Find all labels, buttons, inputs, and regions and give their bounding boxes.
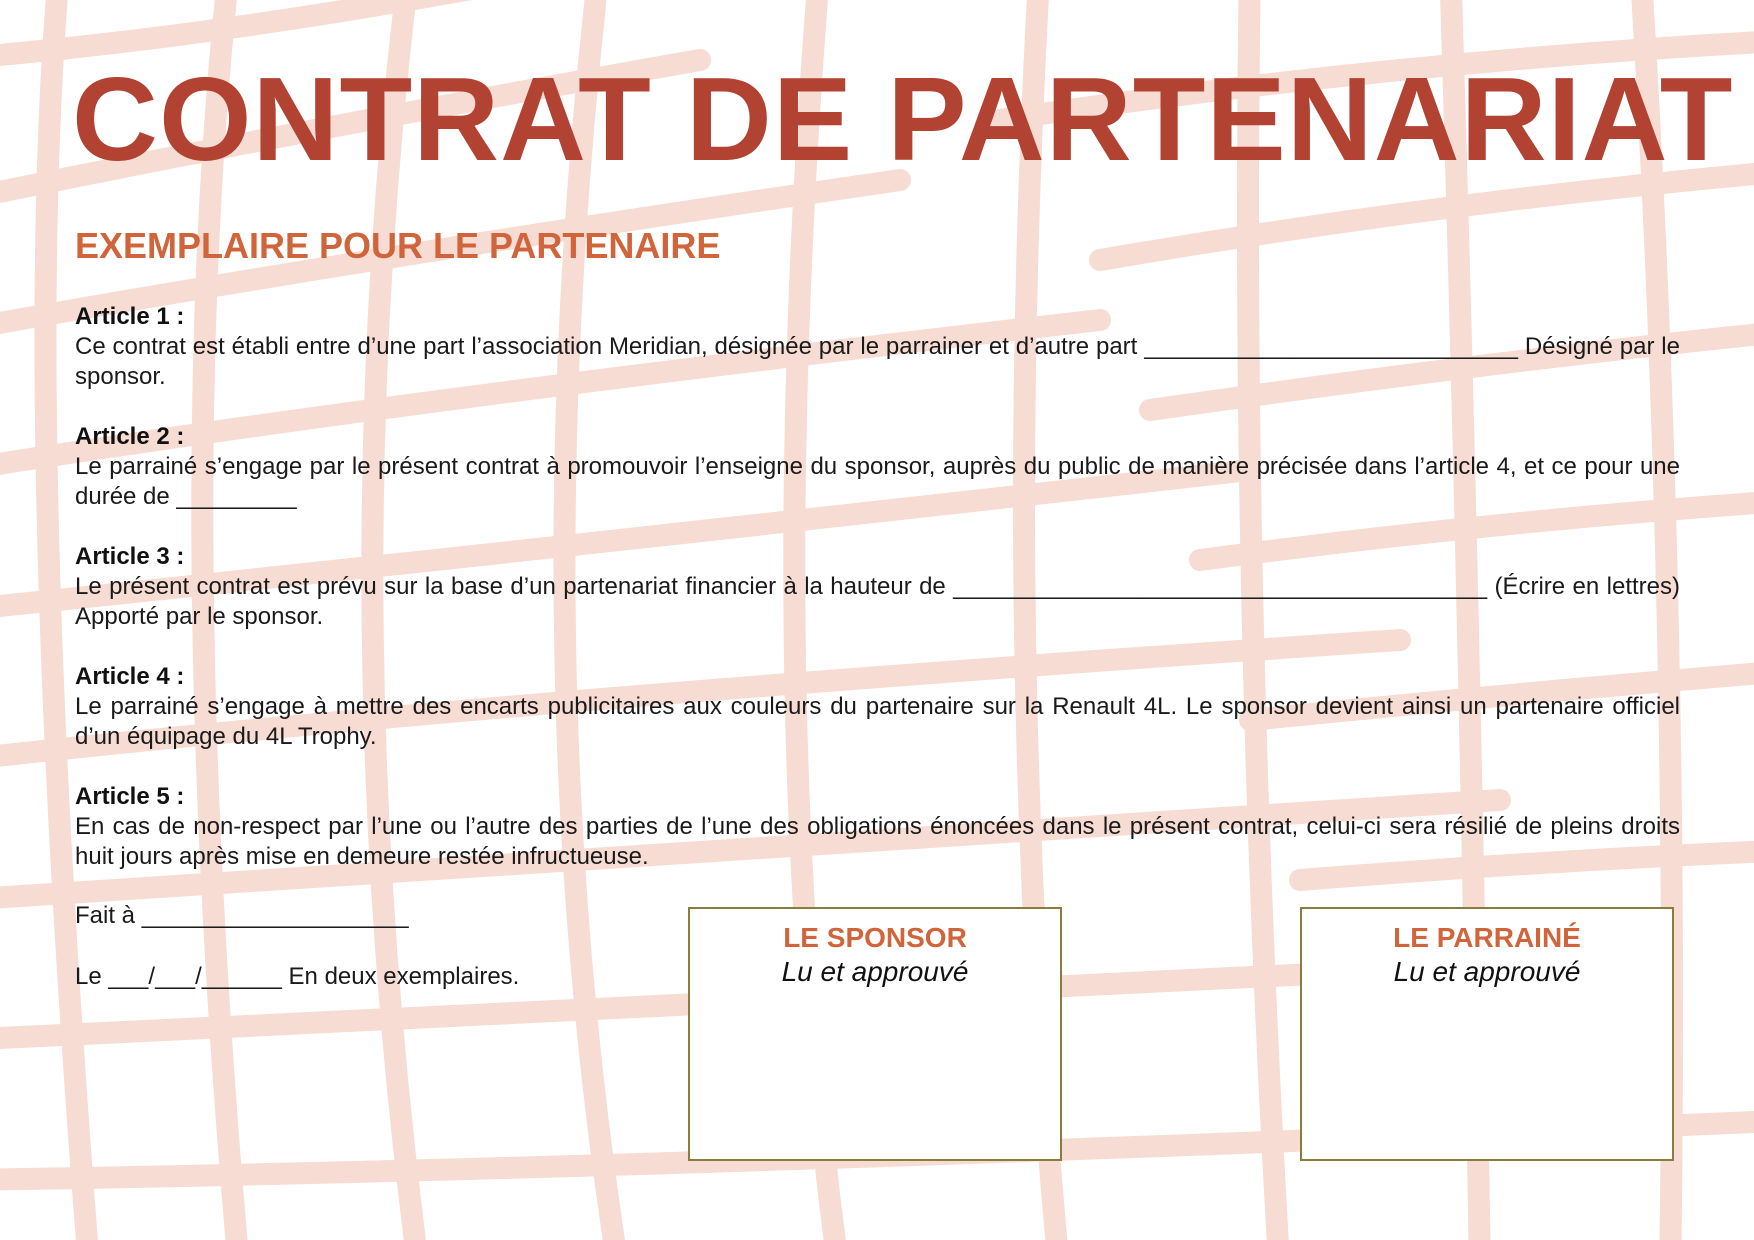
sponsor-signature-subtitle: Lu et approuvé: [781, 956, 969, 987]
article-heading: Article 2 :: [75, 423, 185, 450]
page-title: CONTRAT DE PARTENARIAT: [72, 53, 1734, 186]
parraine-signature-title: LE PARRAINÉ: [1393, 922, 1581, 953]
article-heading: Article 3 :: [75, 543, 185, 570]
article-heading: Article 1 :: [75, 303, 185, 330]
articles-list: [75, 302, 1680, 902]
article-text: Ce contrat est établi entre d’une part l’association Meridian, désignée par le parrainer et d’autre part ____________________________ Désigné par le sponsor.: [75, 333, 1680, 390]
article-text: En cas de non-respect par l’une ou l’autre des parties de l’une des obligations énoncées dans le présent contrat, celui-ci sera résilié de pleins droits huit jours après mise en demeure restée infructueuse.: [75, 813, 1680, 870]
article-4: [75, 662, 1680, 752]
article-heading: Article 5 :: [75, 783, 185, 810]
article-text: Le parrainé s’engage par le présent contrat à promouvoir l’enseigne du sponsor, auprès du public de manière précisée dans l’article 4, et ce pour une durée de _________: [75, 453, 1680, 510]
sponsor-signature-title: LE SPONSOR: [783, 922, 967, 953]
article-1: [75, 302, 1680, 392]
article-3: [75, 542, 1680, 632]
article-5: [75, 782, 1680, 872]
sponsor-signature-box[interactable]: [688, 907, 1062, 1161]
fait-a-line: Fait à ____________________: [75, 902, 409, 929]
parraine-signature-subtitle: Lu et approuvé: [1393, 956, 1581, 987]
page-subtitle: EXEMPLAIRE POUR LE PARTENAIRE: [75, 225, 721, 266]
article-text: Le parrainé s’engage à mettre des encarts publicitaires aux couleurs du partenaire sur la Renault 4L. Le sponsor devient ainsi un partenaire officiel d’un équipage du 4L Trophy.: [75, 693, 1680, 750]
article-text: Le présent contrat est prévu sur la base d’un partenariat financier à la hauteur de ________________________________________ (Écrire en lettres) Apporté par le sponsor.: [75, 573, 1680, 630]
date-line: Le ___/___/______ En deux exemplaires.: [75, 963, 520, 990]
article-2: [75, 422, 1680, 512]
article-heading: Article 4 :: [75, 663, 185, 690]
parraine-signature-box[interactable]: [1300, 907, 1674, 1161]
